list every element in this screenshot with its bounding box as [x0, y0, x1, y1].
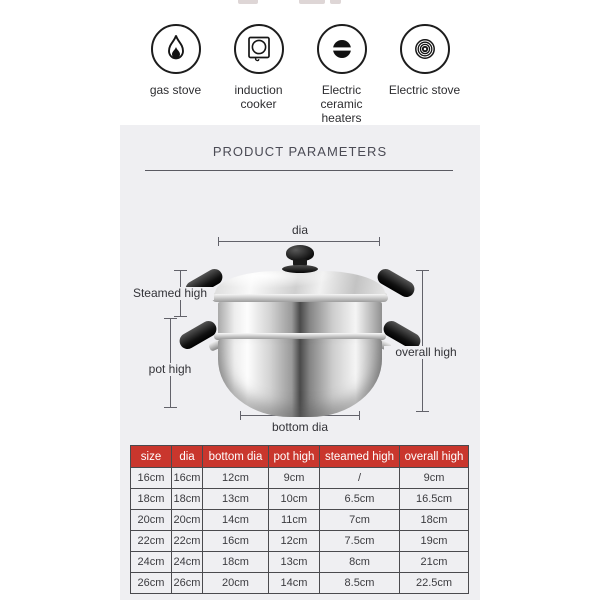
dia-tick-left	[218, 237, 219, 246]
overall-high-tick-bottom	[416, 411, 429, 412]
table-cell: 14cm	[203, 510, 269, 531]
table-row	[131, 531, 469, 552]
table-cell: 13cm	[203, 489, 269, 510]
table-row	[131, 468, 469, 489]
steamed-high-tick-bottom	[174, 316, 187, 317]
table-row	[131, 489, 469, 510]
table-cell: 18cm	[172, 489, 203, 510]
product-parameters-panel	[120, 125, 480, 600]
table-cell: 18cm	[400, 510, 469, 531]
table-cell: 22cm	[131, 531, 172, 552]
table-cell: 20cm	[131, 510, 172, 531]
steamer-tier	[218, 302, 382, 335]
heat-source-induction-cooker	[217, 24, 300, 125]
table-cell: 9cm	[269, 468, 320, 489]
heat-source-label: Electric ceramic heaters	[320, 83, 363, 125]
pot-high-tick-top	[164, 318, 177, 319]
table-row	[131, 510, 469, 531]
table-cell: 14cm	[269, 573, 320, 594]
electric-stove-icon	[400, 24, 450, 74]
overall-high-tick-top	[416, 270, 429, 271]
heat-source-electric-stove	[383, 24, 466, 125]
table-cell: 26cm	[172, 573, 203, 594]
heat-source-row	[0, 24, 600, 125]
table-cell: 9cm	[400, 468, 469, 489]
table-row	[131, 552, 469, 573]
induction-cooker-icon	[234, 24, 284, 74]
overall-high-label: overall high	[384, 346, 468, 359]
col-header-bottom-dia: bottom dia	[203, 446, 269, 468]
size-parameters-table	[130, 445, 469, 594]
col-header-steamed-high: steamed high	[320, 446, 400, 468]
table-cell: 22.5cm	[400, 573, 469, 594]
table-header-row	[131, 446, 469, 468]
pot-high-tick-bottom	[164, 407, 177, 408]
table-cell: 21cm	[400, 552, 469, 573]
lid-rim	[212, 294, 388, 302]
table-cell: 24cm	[131, 552, 172, 573]
pot-high-label: pot high	[132, 363, 208, 376]
dia-line	[218, 241, 380, 242]
dia-label: dia	[270, 224, 330, 237]
electric-ceramic-heater-icon	[317, 24, 367, 74]
table-cell: 12cm	[203, 468, 269, 489]
cropped-text-remnant	[330, 0, 341, 4]
overall-high-line	[422, 270, 423, 412]
size-table-body	[131, 468, 469, 594]
steamed-high-label: Steamed high	[126, 287, 214, 300]
bottom-dia-label: bottom dia	[260, 421, 340, 434]
bottom-dia-tick-left	[240, 411, 241, 420]
pot-body	[218, 339, 382, 417]
table-cell: 20cm	[203, 573, 269, 594]
col-header-pot-high: pot high	[269, 446, 320, 468]
section-title: PRODUCT PARAMETERS	[212, 144, 388, 159]
heat-source-label: induction cooker	[234, 83, 283, 111]
cropped-text-remnant	[299, 0, 325, 4]
col-header-size: size	[131, 446, 172, 468]
table-cell: /	[320, 468, 400, 489]
table-cell: 10cm	[269, 489, 320, 510]
cropped-text-remnant	[238, 0, 258, 4]
table-cell: 8.5cm	[320, 573, 400, 594]
table-cell: 20cm	[172, 510, 203, 531]
table-cell: 16cm	[131, 468, 172, 489]
title-underline	[145, 170, 453, 171]
table-cell: 19cm	[400, 531, 469, 552]
table-cell: 7.5cm	[320, 531, 400, 552]
table-cell: 18cm	[203, 552, 269, 573]
table-cell: 8cm	[320, 552, 400, 573]
col-header-dia: dia	[172, 446, 203, 468]
table-cell: 18cm	[131, 489, 172, 510]
table-cell: 22cm	[172, 531, 203, 552]
table-cell: 16cm	[172, 468, 203, 489]
table-cell: 13cm	[269, 552, 320, 573]
table-cell: 11cm	[269, 510, 320, 531]
gas-stove-icon	[151, 24, 201, 74]
heat-source-electric-ceramic	[300, 24, 383, 125]
table-cell: 16cm	[203, 531, 269, 552]
table-cell: 24cm	[172, 552, 203, 573]
heat-source-label: Electric stove	[388, 83, 461, 97]
lid-knob-base	[282, 265, 318, 273]
dia-tick-right	[379, 237, 380, 246]
heat-source-label: gas stove	[149, 83, 202, 97]
table-row	[131, 573, 469, 594]
heat-source-gas-stove	[134, 24, 217, 125]
table-cell: 12cm	[269, 531, 320, 552]
bottom-dia-tick-right	[359, 411, 360, 420]
table-cell: 26cm	[131, 573, 172, 594]
table-cell: 7cm	[320, 510, 400, 531]
table-cell: 6.5cm	[320, 489, 400, 510]
steamed-high-tick-top	[174, 270, 187, 271]
table-cell: 16.5cm	[400, 489, 469, 510]
col-header-overall-high: overall high	[400, 446, 469, 468]
